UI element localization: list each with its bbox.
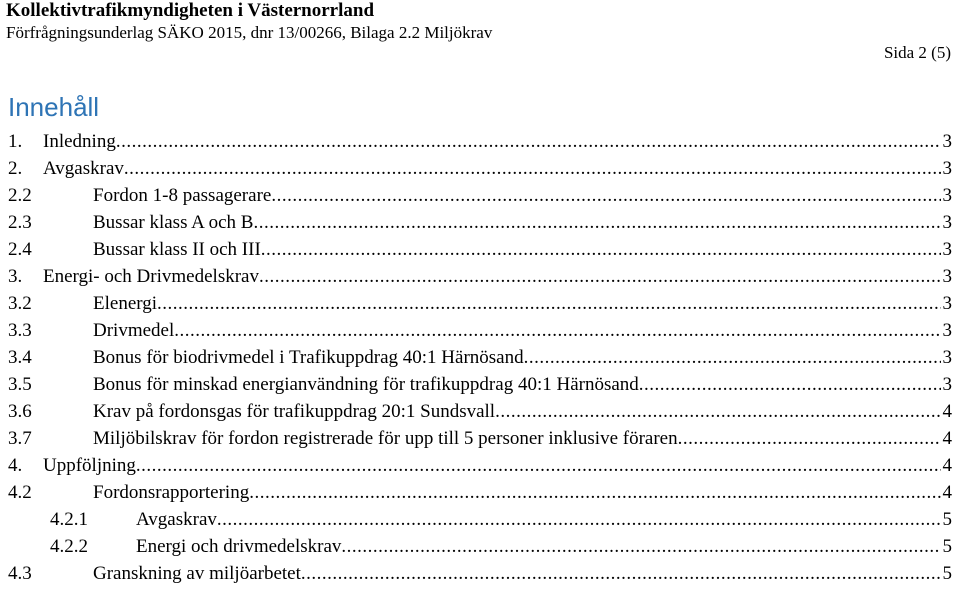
toc-entry-page: 3 [942, 131, 952, 152]
toc-entry-number: 3. [8, 266, 23, 287]
toc-entry-label: Fordon 1-8 passagerare [93, 185, 272, 206]
toc-entry-label: Krav på fordonsgas för trafikuppdrag 20:1 Sundsvall [93, 401, 496, 422]
toc-entry-label: Inledning [43, 131, 116, 152]
toc-entry-label: Avgaskrav [136, 509, 217, 530]
page-header [6, 0, 946, 44]
toc-entry-page: 4 [942, 455, 952, 476]
toc-entry-number: 2.3 [8, 212, 32, 233]
toc-entry-page: 3 [942, 320, 952, 341]
toc-dot-leader [271, 182, 940, 209]
toc-dot-leader [249, 479, 940, 506]
toc-entry-number: 4.2.1 [50, 509, 88, 530]
toc-dot-leader [639, 371, 941, 398]
toc-entry-number: 4.2 [8, 482, 32, 503]
toc-entry-label: Energi- och Drivmedelskrav [43, 266, 259, 287]
toc-dot-leader [217, 506, 941, 533]
toc-entry-page: 3 [942, 266, 952, 287]
toc-entry-number: 4.3 [8, 563, 32, 584]
toc-dot-leader [124, 155, 941, 182]
toc-entry-label: Bonus för biodrivmedel i Trafikuppdrag 40:1 Härnösand [93, 347, 524, 368]
toc-entry[interactable] [8, 317, 952, 344]
toc-entry[interactable] [8, 236, 952, 263]
toc-entry-number: 4. [8, 455, 23, 476]
table-of-contents [8, 128, 952, 587]
toc-entry-number: 2.4 [8, 239, 32, 260]
toc-dot-leader [495, 398, 940, 425]
toc-entry-number: 2. [8, 158, 23, 179]
toc-entry-number: 3.6 [8, 401, 32, 422]
toc-entry-page: 5 [942, 563, 952, 584]
toc-entry-label: Miljöbilskrav för fordon registrerade för upp till 5 personer inklusive föraren [93, 428, 678, 449]
toc-dot-leader [116, 128, 941, 155]
toc-entry-page: 3 [942, 293, 952, 314]
toc-entry-page: 3 [942, 239, 952, 260]
toc-dot-leader [261, 236, 941, 263]
toc-entry-number: 2.2 [8, 185, 32, 206]
toc-entry-page: 3 [942, 374, 952, 395]
toc-entry-label: Bussar klass II och III [93, 239, 261, 260]
toc-entry[interactable] [8, 398, 952, 425]
toc-dot-leader [341, 533, 940, 560]
toc-entry-label: Drivmedel [93, 320, 175, 341]
toc-dot-leader [678, 425, 941, 452]
toc-entry-page: 3 [942, 212, 952, 233]
toc-dot-leader [174, 317, 940, 344]
toc-entry-label: Bussar klass A och B [93, 212, 254, 233]
toc-entry-label: Fordonsrapportering [93, 482, 250, 503]
document-reference: Förfrågningsunderlag SÄKO 2015, dnr 13/00266, Bilaga 2.2 Miljökrav [6, 23, 493, 42]
toc-entry-page: 5 [942, 536, 952, 557]
toc-entry-number: 3.2 [8, 293, 32, 314]
toc-dot-leader [524, 344, 941, 371]
toc-entry-number: 3.4 [8, 347, 32, 368]
toc-entry-label: Granskning av miljöarbetet [93, 563, 301, 584]
toc-entry[interactable] [8, 182, 952, 209]
toc-dot-leader [157, 290, 940, 317]
toc-title: Innehåll [8, 92, 100, 122]
toc-entry[interactable] [8, 533, 952, 560]
toc-entry[interactable] [8, 290, 952, 317]
toc-entry-label: Bonus för minskad energianvändning för trafikuppdrag 40:1 Härnösand [93, 374, 639, 395]
page-number: Sida 2 (5) [883, 43, 951, 62]
toc-entry-number: 1. [8, 131, 23, 152]
toc-entry-page: 4 [942, 428, 952, 449]
toc-entry[interactable] [8, 155, 952, 182]
toc-dot-leader [259, 263, 941, 290]
toc-dot-leader [253, 209, 940, 236]
toc-entry-page: 4 [942, 401, 952, 422]
toc-entry-number: 3.3 [8, 320, 32, 341]
organization-name: Kollektivtrafikmyndigheten i Västernorrland [6, 0, 375, 21]
toc-entry-number: 3.5 [8, 374, 32, 395]
toc-dot-leader [301, 560, 941, 587]
toc-entry-page: 5 [942, 509, 952, 530]
toc-entry-page: 3 [942, 185, 952, 206]
toc-entry[interactable] [8, 506, 952, 533]
toc-entry[interactable] [8, 371, 952, 398]
toc-entry[interactable] [8, 263, 952, 290]
toc-entry[interactable] [8, 425, 952, 452]
toc-dot-leader [136, 452, 941, 479]
toc-entry-label: Uppföljning [43, 455, 136, 476]
toc-entry-number: 4.2.2 [50, 536, 88, 557]
toc-entry[interactable] [8, 209, 952, 236]
toc-entry-page: 3 [942, 158, 952, 179]
toc-entry-number: 3.7 [8, 428, 32, 449]
toc-entry-label: Avgaskrav [43, 158, 124, 179]
toc-entry-label: Energi och drivmedelskrav [136, 536, 342, 557]
toc-entry-page: 4 [942, 482, 952, 503]
toc-entry-page: 3 [942, 347, 952, 368]
toc-entry-label: Elenergi [93, 293, 158, 314]
toc-entry[interactable] [8, 452, 952, 479]
toc-entry[interactable] [8, 479, 952, 506]
toc-entry[interactable] [8, 560, 952, 587]
toc-entry[interactable] [8, 344, 952, 371]
toc-entry[interactable] [8, 128, 952, 155]
